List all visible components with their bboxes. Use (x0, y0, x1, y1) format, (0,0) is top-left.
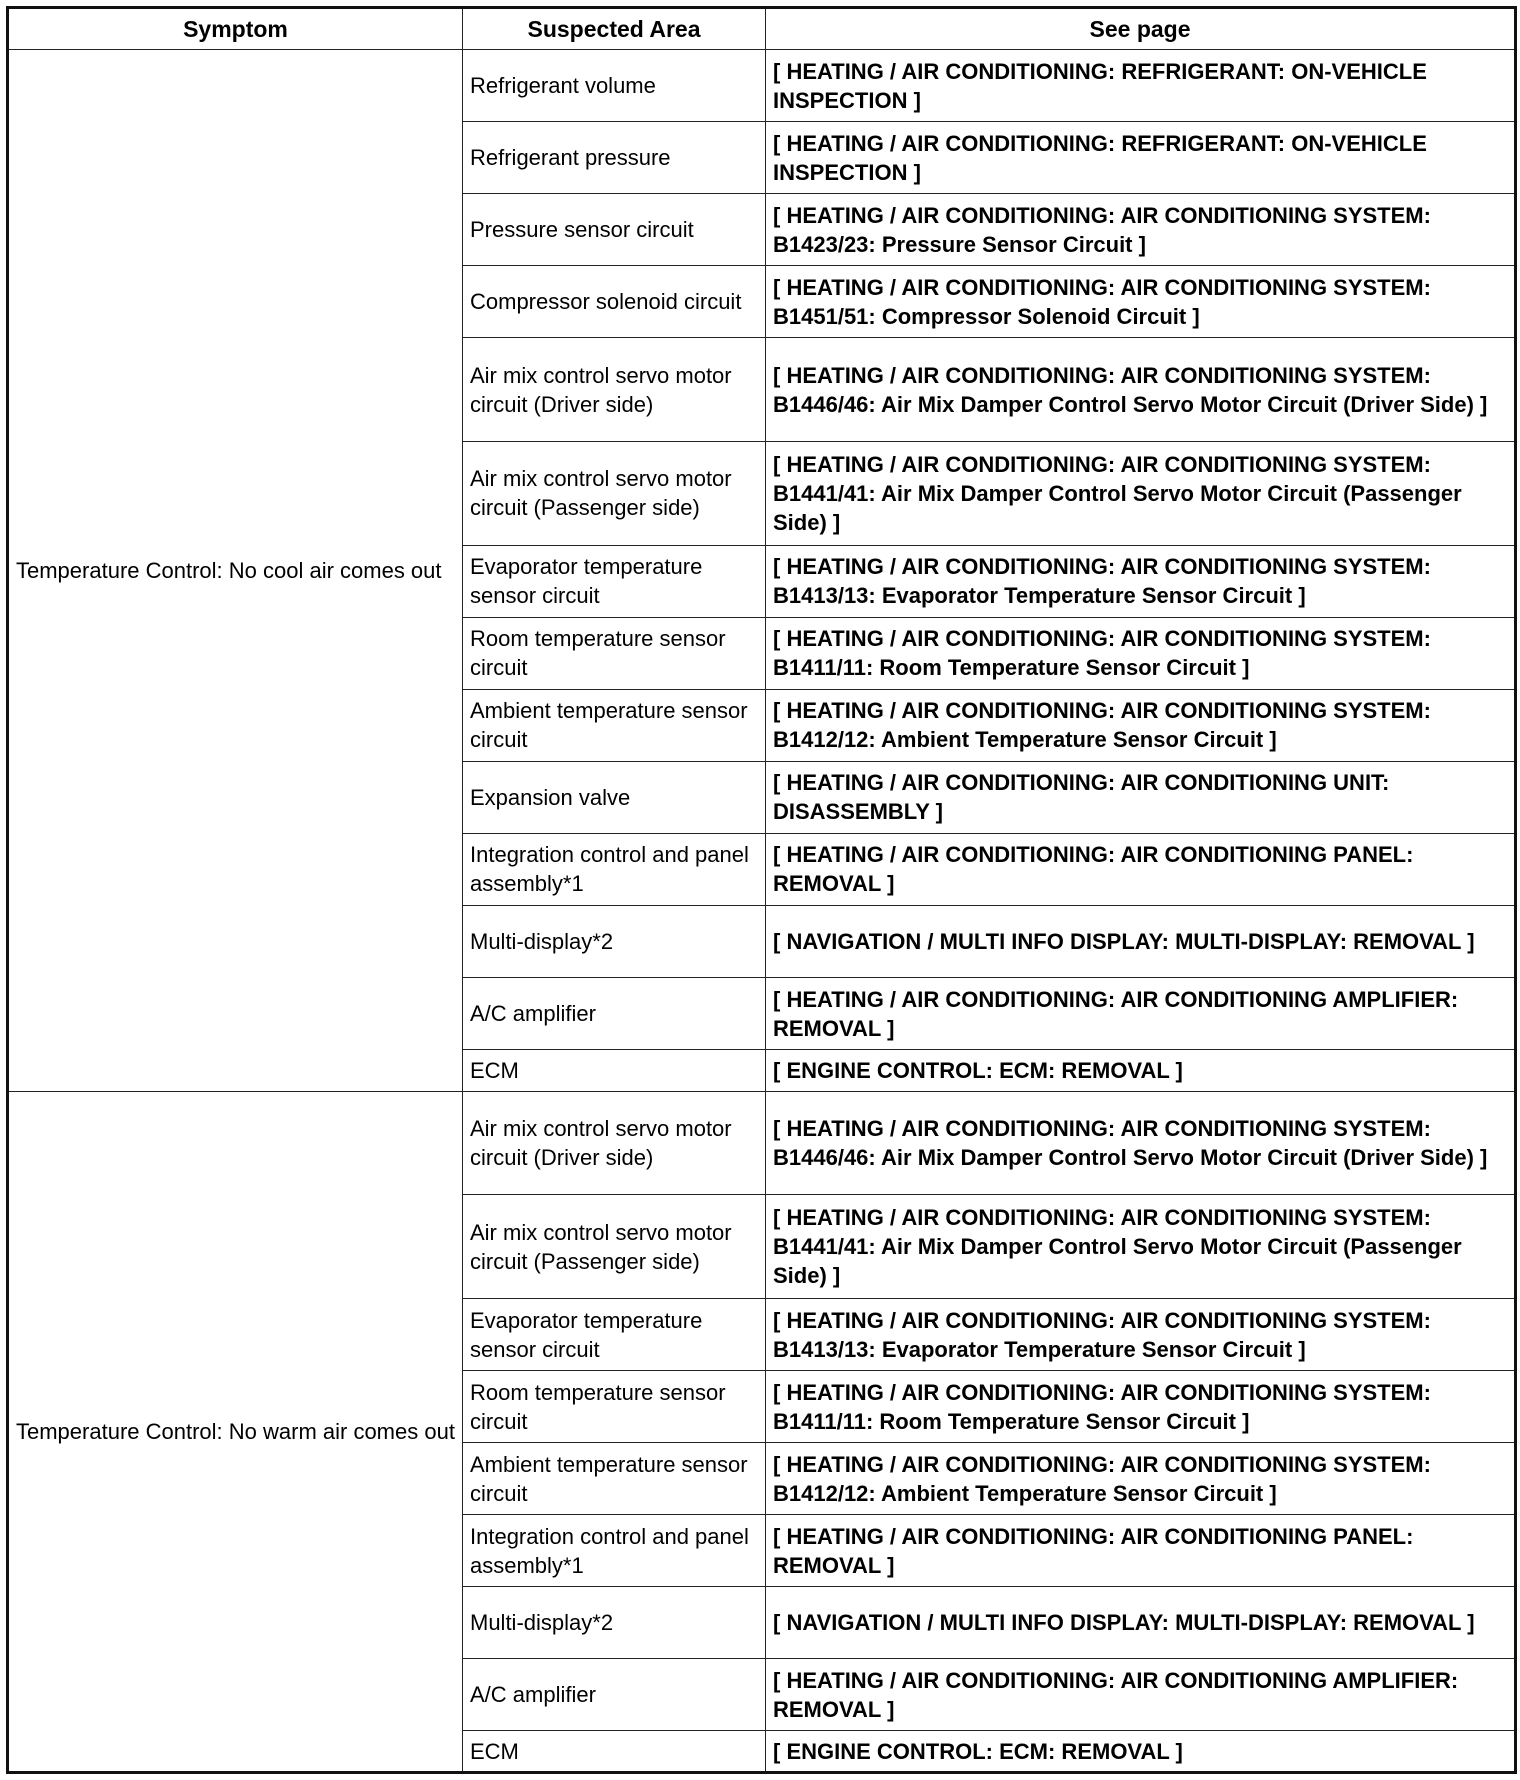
suspected-area-cell: Integration control and panel assembly*1 (463, 1515, 766, 1587)
suspected-area-cell: Pressure sensor circuit (463, 194, 766, 266)
see-page-link[interactable]: [ HEATING / AIR CONDITIONING: AIR CONDITIONING SYSTEM: B1441/41: Air Mix Damper Control Servo Motor Circuit (Passenger Side) ] (766, 1195, 1516, 1299)
suspected-area-cell: Room temperature sensor circuit (463, 617, 766, 689)
suspected-area-cell: ECM (463, 1731, 766, 1773)
see-page-link[interactable]: [ HEATING / AIR CONDITIONING: AIR CONDITIONING SYSTEM: B1412/12: Ambient Temperature Sensor Circuit ] (766, 1443, 1516, 1515)
suspected-area-cell: Evaporator temperature sensor circuit (463, 545, 766, 617)
see-page-link[interactable]: [ HEATING / AIR CONDITIONING: AIR CONDITIONING SYSTEM: B1413/13: Evaporator Temperature Sensor Circuit ] (766, 545, 1516, 617)
see-page-link[interactable]: [ HEATING / AIR CONDITIONING: REFRIGERANT: ON-VEHICLE INSPECTION ] (766, 122, 1516, 194)
header-suspected-area: Suspected Area (463, 8, 766, 50)
see-page-link[interactable]: [ HEATING / AIR CONDITIONING: AIR CONDITIONING SYSTEM: B1411/11: Room Temperature Sensor Circuit ] (766, 1371, 1516, 1443)
problem-symptoms-table (6, 6, 1517, 1774)
table-row (8, 50, 1516, 122)
see-page-link[interactable]: [ HEATING / AIR CONDITIONING: AIR CONDITIONING AMPLIFIER: REMOVAL ] (766, 1659, 1516, 1731)
see-page-link[interactable]: [ ENGINE CONTROL: ECM: REMOVAL ] (766, 1050, 1516, 1091)
header-see-page: See page (766, 8, 1516, 50)
suspected-area-cell: Ambient temperature sensor circuit (463, 1443, 766, 1515)
see-page-link[interactable]: [ HEATING / AIR CONDITIONING: AIR CONDITIONING SYSTEM: B1412/12: Ambient Temperature Sensor Circuit ] (766, 689, 1516, 761)
see-page-link[interactable]: [ HEATING / AIR CONDITIONING: AIR CONDITIONING SYSTEM: B1451/51: Compressor Solenoid Circuit ] (766, 266, 1516, 338)
symptom-cell: Temperature Control: No cool air comes out (8, 50, 463, 1092)
suspected-area-cell: Expansion valve (463, 761, 766, 833)
see-page-link[interactable]: [ HEATING / AIR CONDITIONING: REFRIGERANT: ON-VEHICLE INSPECTION ] (766, 50, 1516, 122)
see-page-link[interactable]: [ HEATING / AIR CONDITIONING: AIR CONDITIONING SYSTEM: B1446/46: Air Mix Damper Control Servo Motor Circuit (Driver Side) ] (766, 338, 1516, 442)
see-page-link[interactable]: [ HEATING / AIR CONDITIONING: AIR CONDITIONING SYSTEM: B1446/46: Air Mix Damper Control Servo Motor Circuit (Driver Side) ] (766, 1091, 1516, 1195)
see-page-link[interactable]: [ ENGINE CONTROL: ECM: REMOVAL ] (766, 1731, 1516, 1773)
see-page-link[interactable]: [ HEATING / AIR CONDITIONING: AIR CONDITIONING PANEL: REMOVAL ] (766, 833, 1516, 905)
suspected-area-cell: Ambient temperature sensor circuit (463, 689, 766, 761)
see-page-link[interactable]: [ HEATING / AIR CONDITIONING: AIR CONDITIONING UNIT: DISASSEMBLY ] (766, 761, 1516, 833)
see-page-link[interactable]: [ NAVIGATION / MULTI INFO DISPLAY: MULTI-DISPLAY: REMOVAL ] (766, 1587, 1516, 1659)
suspected-area-cell: Refrigerant pressure (463, 122, 766, 194)
suspected-area-cell: ECM (463, 1050, 766, 1091)
header-symptom: Symptom (8, 8, 463, 50)
suspected-area-cell: Evaporator temperature sensor circuit (463, 1299, 766, 1371)
see-page-link[interactable]: [ HEATING / AIR CONDITIONING: AIR CONDITIONING AMPLIFIER: REMOVAL ] (766, 978, 1516, 1050)
suspected-area-cell: A/C amplifier (463, 1659, 766, 1731)
troubleshooting-table-container (6, 6, 1514, 1774)
see-page-link[interactable]: [ HEATING / AIR CONDITIONING: AIR CONDITIONING PANEL: REMOVAL ] (766, 1515, 1516, 1587)
suspected-area-cell: Air mix control servo motor circuit (Driver side) (463, 1091, 766, 1195)
see-page-link[interactable]: [ HEATING / AIR CONDITIONING: AIR CONDITIONING SYSTEM: B1411/11: Room Temperature Sensor Circuit ] (766, 617, 1516, 689)
suspected-area-cell: Air mix control servo motor circuit (Passenger side) (463, 441, 766, 545)
see-page-link[interactable]: [ HEATING / AIR CONDITIONING: AIR CONDITIONING SYSTEM: B1413/13: Evaporator Temperature Sensor Circuit ] (766, 1299, 1516, 1371)
suspected-area-cell: Air mix control servo motor circuit (Driver side) (463, 338, 766, 442)
see-page-link[interactable]: [ NAVIGATION / MULTI INFO DISPLAY: MULTI-DISPLAY: REMOVAL ] (766, 906, 1516, 978)
suspected-area-cell: Air mix control servo motor circuit (Passenger side) (463, 1195, 766, 1299)
suspected-area-cell: Refrigerant volume (463, 50, 766, 122)
symptom-cell: Temperature Control: No warm air comes out (8, 1091, 463, 1772)
suspected-area-cell: Multi-display*2 (463, 1587, 766, 1659)
suspected-area-cell: Room temperature sensor circuit (463, 1371, 766, 1443)
table-row (8, 1091, 1516, 1195)
see-page-link[interactable]: [ HEATING / AIR CONDITIONING: AIR CONDITIONING SYSTEM: B1441/41: Air Mix Damper Control Servo Motor Circuit (Passenger Side) ] (766, 441, 1516, 545)
suspected-area-cell: Multi-display*2 (463, 906, 766, 978)
table-body (8, 50, 1516, 1773)
suspected-area-cell: A/C amplifier (463, 978, 766, 1050)
see-page-link[interactable]: [ HEATING / AIR CONDITIONING: AIR CONDITIONING SYSTEM: B1423/23: Pressure Sensor Circuit ] (766, 194, 1516, 266)
suspected-area-cell: Compressor solenoid circuit (463, 266, 766, 338)
suspected-area-cell: Integration control and panel assembly*1 (463, 833, 766, 905)
header-row (8, 8, 1516, 50)
